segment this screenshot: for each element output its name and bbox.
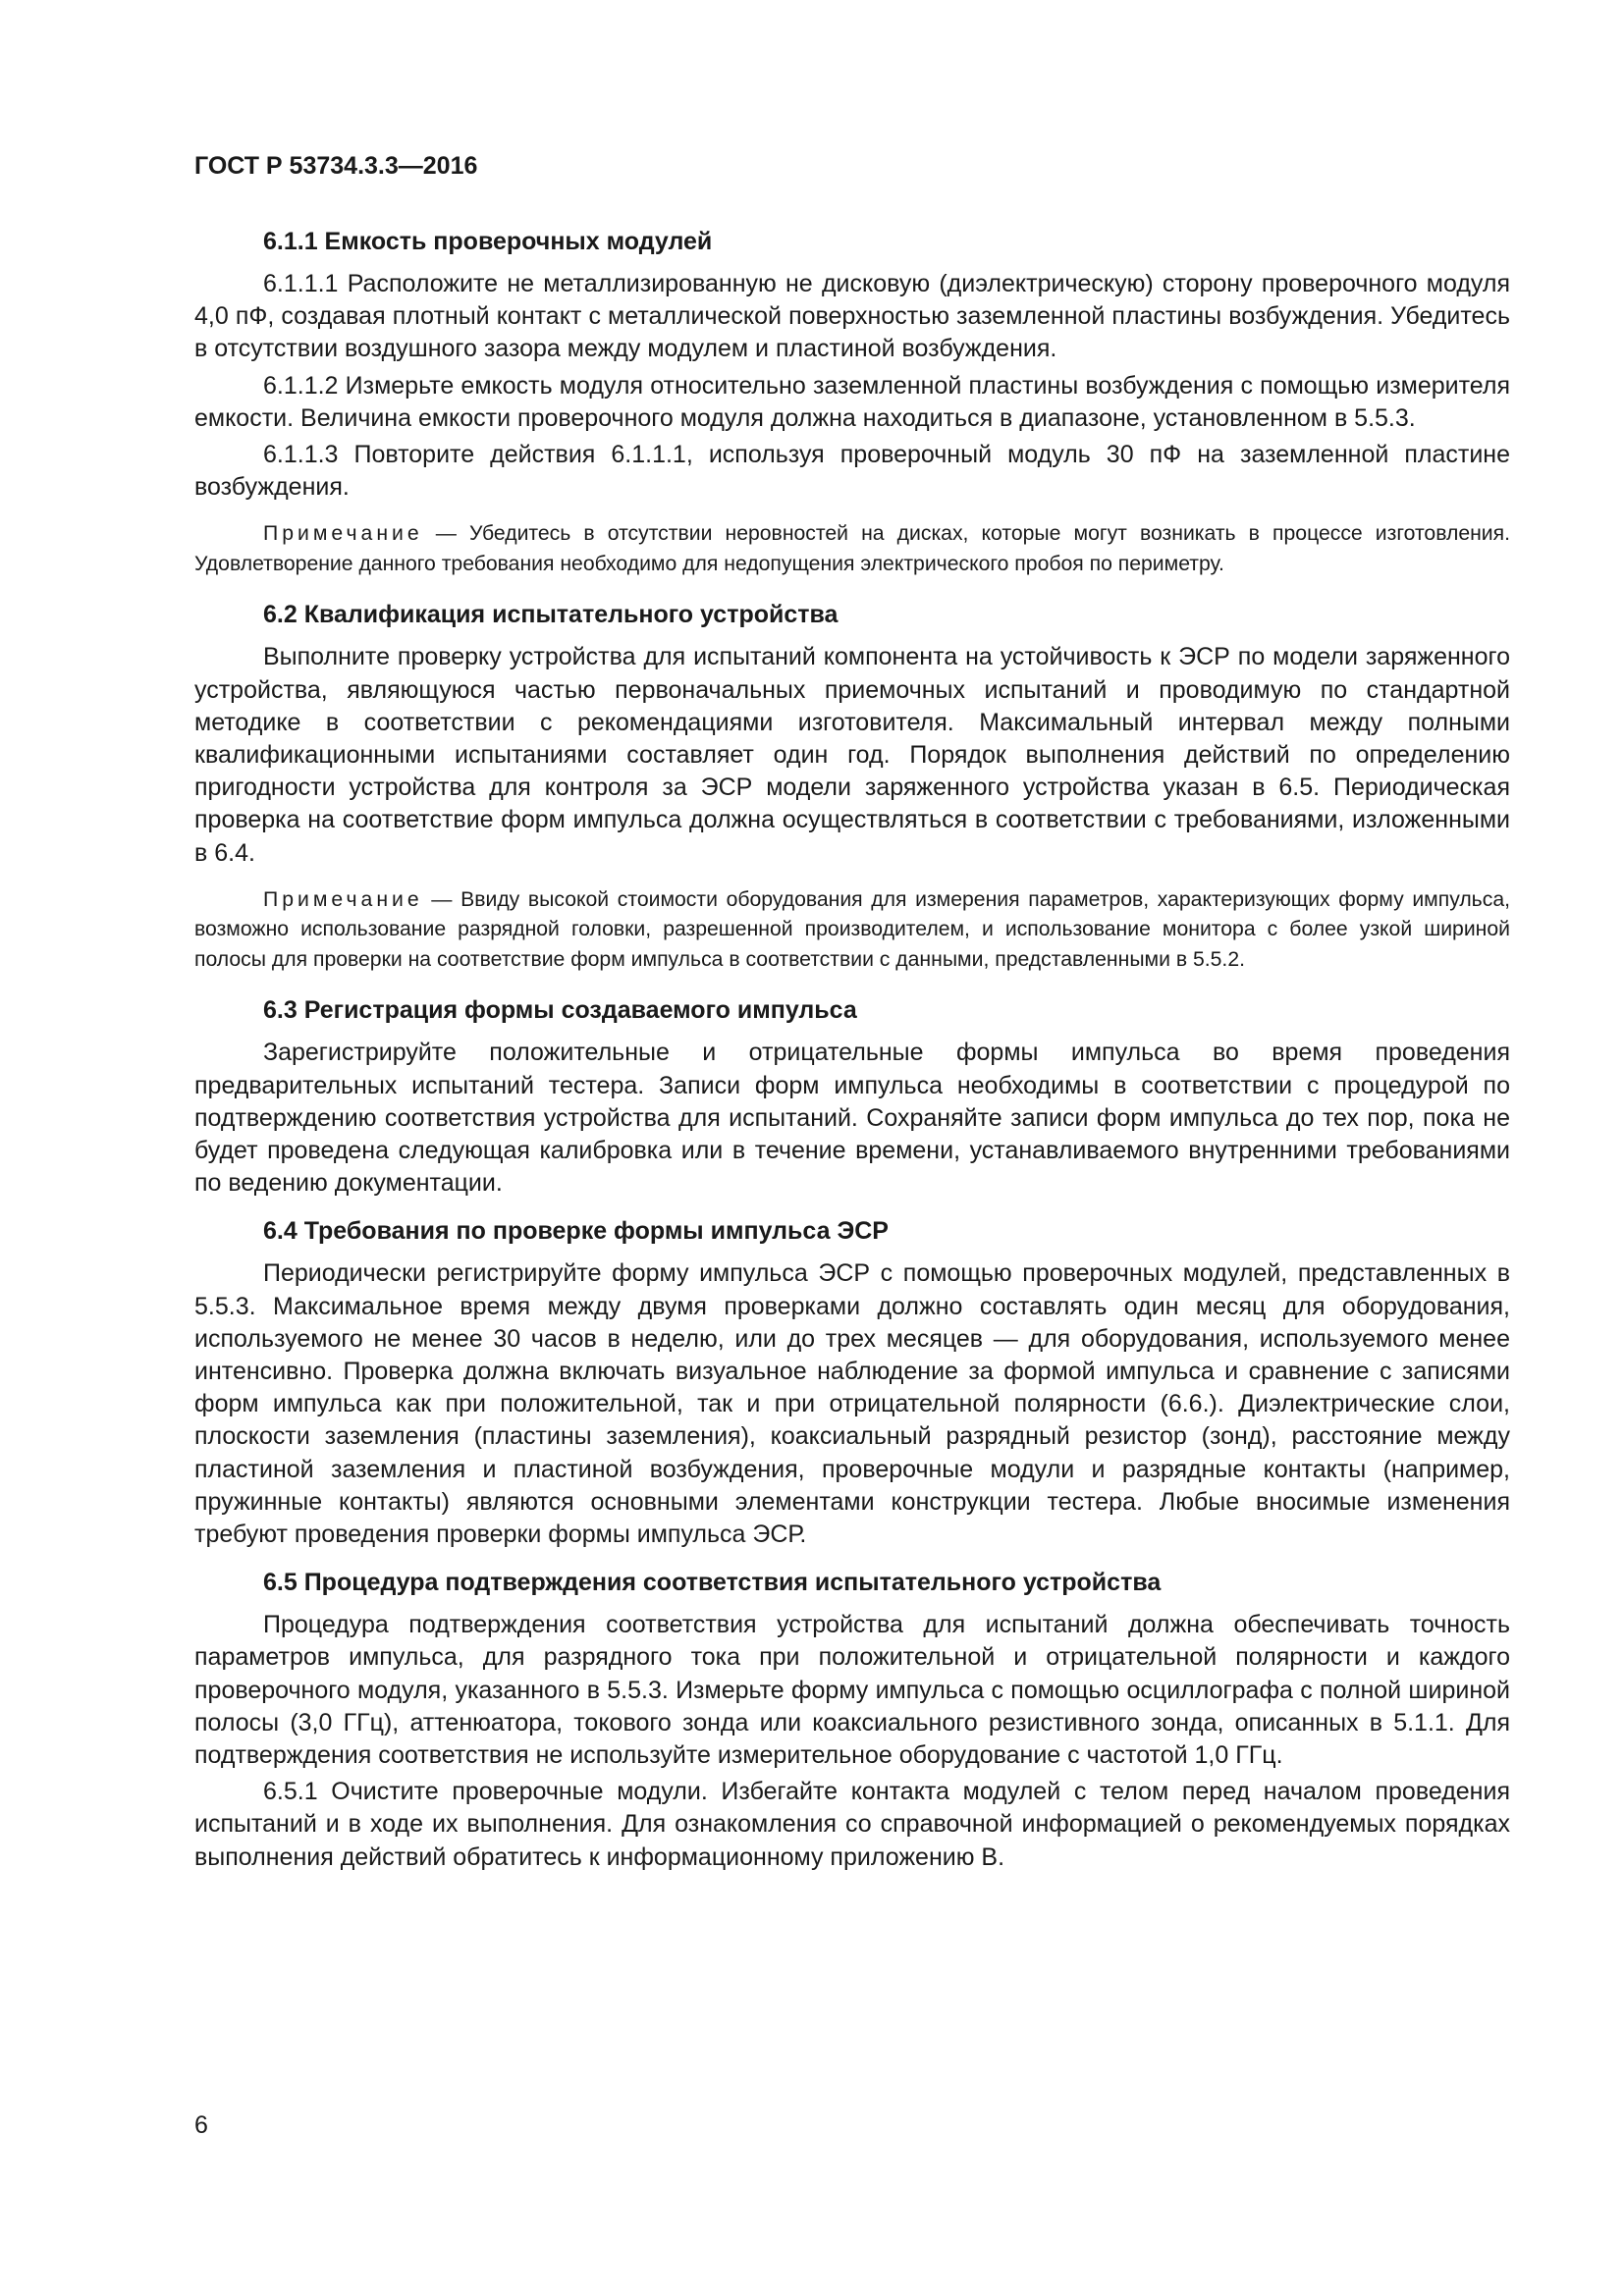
page-number: 6 [194, 2111, 208, 2139]
document-body [194, 224, 1510, 1878]
section-6-5 [194, 1565, 1510, 1874]
section-title: 6.5 Процедура подтверждения соответствия испытательного устройства [263, 1569, 1162, 1597]
paragraph: Зарегистрируйте положительные и отрицательные формы импульса во время проведения предварительных испытаний тестера. Записи форм импульса необходимы в соответствии с процедурой по подтверждению соответствия устройства для испытаний. Сохраняйте записи форм импульса до тех пор, пока не будет проведена следующая калибровка или в течение времени, устанавливаемого внутренними требованиями по ведению документации. [194, 1039, 1510, 1198]
section-6-1-1 [194, 224, 1510, 579]
paragraph: 6.1.1.1 Расположите не металлизированную не дисковую (диэлектрическую) сторону проверочного модуля 4,0 пФ, создавая плотный контакт с металлической поверхностью заземленной пластины возбуждения. Убедитесь в отсутствии воздушного зазора между модулем и пластиной возбуждения. [194, 270, 1510, 363]
paragraph: 6.1.1.3 Повторите действия 6.1.1.1, используя проверочный модуль 30 пФ на заземленной пластине возбуждения. [194, 441, 1510, 502]
note-label: Примечание [263, 522, 423, 546]
section-6-4 [194, 1213, 1510, 1551]
note [194, 885, 1510, 976]
note-label: Примечание [263, 887, 423, 911]
note-text: — Убедитесь в отсутствии неровностей на дисках, которые могут возникать в процессе изготовления. Удовлетворение данного требования необходимо для недопущения электрического пробоя по периметру. [194, 522, 1510, 575]
section-6-3 [194, 992, 1510, 1200]
paragraph: Периодически регистрируйте форму импульса ЭСР с помощью проверочных модулей, представленных в 5.5.3. Максимальное время между двумя проверками должно составлять один месяц для оборудования, используемого не менее 30 часов в неделю, или до трех месяцев — для оборудования, используемого менее интенсивно. Проверка должна включать визуальное наблюдение за формой импульса и сравнение с записями форм импульса как при положительной, так и при отрицательной полярности (6.6.). Диэлектрические слои, плоскости заземления (пластины заземления), коаксиальный разрядный резистор (зонд), расстояние между пластиной заземления и пластиной возбуждения, проверочные модули и разрядные контакты (например, пружинные контакты) являются основными элементами конструкции тестера. Любые вносимые изменения требуют проведения проверки формы импульса ЭСР. [194, 1259, 1510, 1548]
note [194, 519, 1510, 579]
section-title: 6.2 Квалификация испытательного устройства [263, 601, 839, 629]
paragraph: 6.1.1.2 Измерьте емкость модуля относительно заземленной пластины возбуждения с помощью измерителя емкости. Величина емкости проверочного модуля должна находиться в диапазоне, установленном в 5.5.3. [194, 371, 1510, 432]
section-6-2 [194, 597, 1510, 975]
note-text: — Ввиду высокой стоимости оборудования для измерения параметров, характеризующих форму импульса, возможно использование разрядной головки, разрешенной производителем, и использование монитора с более узкой шириной полосы для проверки на соответствие форм импульса в соответствии с данными, представленными в 5.5.2. [194, 887, 1510, 971]
document-header: ГОСТ Р 53734.3.3—2016 [194, 152, 478, 180]
section-title: 6.3 Регистрация формы создаваемого импульса [263, 996, 857, 1025]
paragraph: Процедура подтверждения соответствия устройства для испытаний должна обеспечивать точность параметров импульса, для разрядного тока при положительной и отрицательной полярности и каждого проверочного модуля, указанного в 5.5.3. Измерьте форму импульса с помощью осциллографа с полной шириной полосы (3,0 ГГц), аттенюатора, токового зонда или коаксиального резистивного зонда, описанных в 5.1.1. Для подтверждения соответствия не используйте измерительное оборудование с частотой 1,0 ГГц. [194, 1611, 1510, 1769]
paragraph: 6.5.1 Очистите проверочные модули. Избегайте контакта модулей с телом перед началом проведения испытаний и в ходе их выполнения. Для ознакомления со справочной информацией о рекомендуемых порядках выполнения действий обратитесь к информационному приложению В. [194, 1778, 1510, 1871]
section-title: 6.1.1 Емкость проверочных модулей [263, 228, 713, 255]
paragraph: Выполните проверку устройства для испытаний компонента на устойчивость к ЭСР по модели заряженного устройства, являющуюся частью первоначальных приемочных испытаний и проводимую по стандартной методике в соответствии с рекомендациями изготовителя. Максимальный интервал между полными квалификационными испытаниями составляет один год. Порядок выполнения действий по определению пригодности устройства для контроля за ЭСР модели заряженного устройства указан в 6.5. Периодическая проверка на соответствие форм импульса должна осуществляться в соответствии с требованиями, изложенными в 6.4. [194, 643, 1510, 867]
section-title: 6.4 Требования по проверке формы импульса ЭСР [263, 1217, 889, 1246]
